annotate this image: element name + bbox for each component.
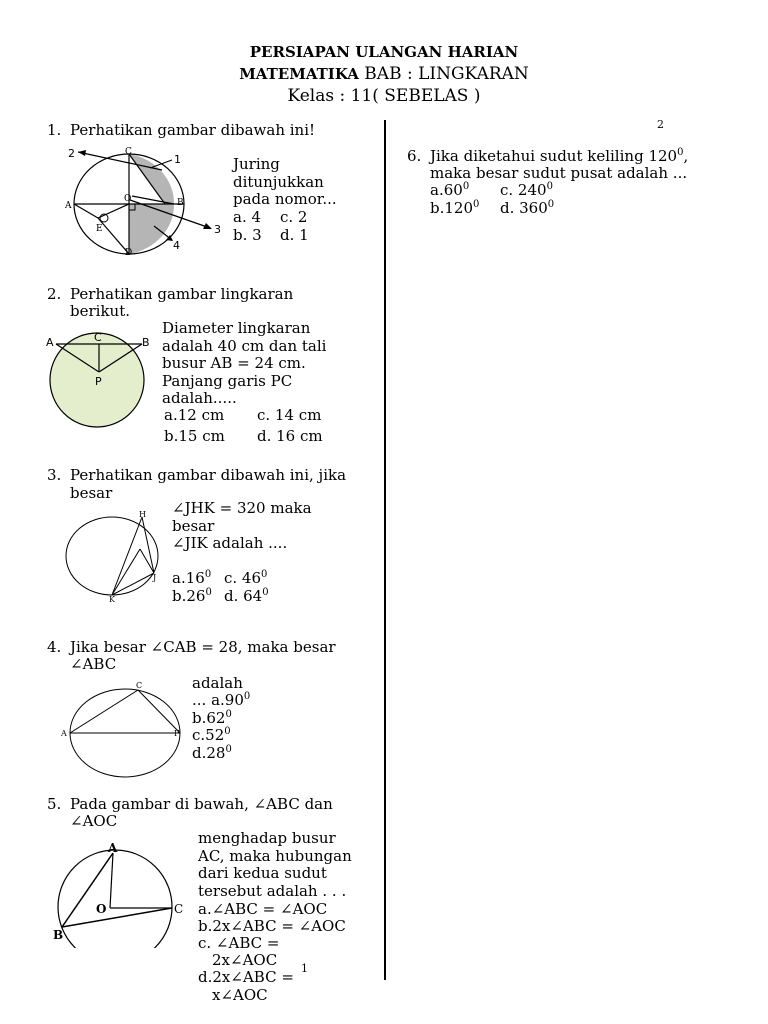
doc-subject: [0, 64, 768, 84]
q1-label-4: 4: [173, 239, 180, 252]
q3-number: 3.: [47, 466, 62, 484]
q6-option-c: [500, 181, 553, 199]
q4-question-line2: ∠ABC: [70, 655, 117, 673]
q1-figure: [60, 140, 230, 265]
q1-question: Perhatikan gambar dibawah ini!: [70, 121, 316, 139]
q4-label-f: F: [174, 729, 180, 738]
q6-number: 6.: [407, 147, 422, 165]
q4-option-d-sup: 0: [225, 744, 232, 755]
q3-side-line: besar: [172, 516, 215, 535]
q2-question-line2: berikut.: [70, 302, 130, 320]
q4-question-line1: Jika besar ∠CAB = 28, maka besar: [70, 638, 336, 656]
q5-label-o: O: [96, 902, 107, 916]
q5-side-line: dari kedua sudut: [198, 864, 327, 882]
q5-option-b: b.2x∠ABC = ∠AOC: [198, 917, 346, 935]
q4-side-line1: adalah: [192, 674, 243, 692]
q1-side-line: ditunjukkan: [233, 172, 324, 191]
q5-option-d-cont: x∠AOC: [212, 986, 268, 1004]
q2-label-b: B: [142, 336, 150, 349]
q3-option-d-sup: 0: [262, 587, 269, 598]
page-number-1: 1: [301, 962, 308, 975]
q4-option-c-text: c.52: [192, 726, 225, 744]
q3-option-b-text: b.26: [172, 587, 206, 605]
q5-label-a: A: [108, 841, 118, 855]
q3-side-line: ∠JHK = 320 maka: [172, 499, 312, 517]
q5-option-c: c. ∠ABC =: [198, 934, 280, 952]
q5-option-c-cont: 2x∠AOC: [212, 951, 278, 969]
q6-option-b: [430, 199, 479, 217]
q6-question-text: Jika diketahui sudut keliling 120: [430, 147, 678, 165]
q4-option-d-text: d.28: [192, 744, 226, 762]
q6-option-c-sup: 0: [546, 181, 553, 192]
q3-option-d: [224, 587, 269, 605]
q1-option-a: a. 4: [233, 208, 262, 226]
q4-label-a: A: [61, 729, 67, 738]
q1-side-text: [233, 156, 337, 209]
q6-option-d: [500, 199, 554, 217]
q4-option-a: [192, 691, 250, 709]
q2-side-line: adalah.....: [162, 389, 237, 407]
q4-option-a-text: ... a.90: [192, 691, 244, 709]
q5-figure: [50, 838, 190, 948]
q6-option-c-text: c. 240: [500, 181, 547, 199]
q2-option-d: d. 16 cm: [257, 427, 323, 445]
q3-option-c: [224, 569, 267, 587]
q2-side-line: busur AB = 24 cm.: [162, 354, 306, 372]
q3-label-k: K: [109, 595, 115, 604]
q4-option-c-sup: 0: [224, 726, 231, 737]
q4-figure: [58, 678, 188, 783]
q3-figure: [62, 505, 172, 605]
q6-question-comma: ,: [683, 147, 689, 165]
q1-option-d: d. 1: [280, 226, 309, 244]
q1-label-a: A: [65, 201, 72, 211]
q2-side-line: adalah 40 cm dan tali: [162, 336, 327, 355]
q1-label-1: 1: [174, 153, 181, 166]
q6-question-line1: [430, 147, 688, 165]
q5-option-a: a.∠ABC = ∠AOC: [198, 900, 328, 918]
q5-side-line: menghadap busur: [198, 829, 336, 847]
q5-number: 5.: [47, 795, 62, 813]
q5-side-line: AC, maka hubungan: [198, 846, 352, 865]
q5-label-b: B: [53, 928, 64, 942]
q6-option-b-sup: 0: [473, 199, 480, 210]
q3-option-a-text: a.16: [172, 569, 205, 587]
q1-label-o: O: [124, 194, 132, 204]
q2-option-a: a.12 cm: [164, 406, 225, 424]
q1-option-b: b. 3: [233, 226, 262, 244]
q4-option-a-sup: 0: [243, 691, 251, 702]
q1-label-2: 2: [68, 147, 75, 160]
q3-option-c-sup: 0: [261, 569, 268, 580]
q6-option-d-sup: 0: [547, 199, 555, 210]
q4-label-c: C: [136, 681, 143, 690]
q2-side-line: Diameter lingkaran: [162, 319, 311, 337]
q3-option-b-sup: 0: [205, 587, 212, 598]
q2-figure: [42, 328, 157, 428]
q2-side-line: Panjang garis PC: [162, 371, 293, 390]
subject-rest: BAB : LINGKARAN: [358, 64, 529, 84]
q5-side-text: [198, 830, 352, 900]
q1-label-3: 3: [214, 223, 221, 236]
q3-side-text: [172, 500, 312, 553]
q2-option-c: c. 14 cm: [257, 406, 322, 424]
q2-question-line1: Perhatikan gambar lingkaran: [70, 285, 294, 303]
q4-number: 4.: [47, 638, 62, 656]
q1-label-b: B: [177, 198, 184, 208]
q4-option-b: [192, 709, 232, 727]
q3-question-line2: besar: [70, 484, 113, 502]
q5-question-line2: ∠AOC: [70, 812, 118, 830]
q5-option-d: d.2x∠ABC =: [198, 968, 294, 986]
q3-option-a: [172, 569, 211, 587]
q1-number: 1.: [47, 121, 62, 139]
q4-option-c: [192, 726, 231, 744]
q1-side-line: Juring: [233, 155, 280, 173]
q2-label-c: C: [94, 331, 102, 344]
q6-option-d-text: d. 360: [500, 199, 548, 217]
q6-question-line2: maka besar sudut pusat adalah ...: [430, 164, 688, 182]
q3-question-line1: Perhatikan gambar dibawah ini, jika: [70, 466, 347, 484]
q1-label-c: C: [125, 147, 132, 157]
q2-option-b: b.15 cm: [164, 427, 225, 445]
q4-option-b-text: b.62: [192, 709, 226, 727]
q2-label-a: A: [46, 336, 54, 349]
q3-option-d-text: d. 64: [224, 587, 263, 605]
q2-side-text: [162, 320, 326, 408]
q6-option-a-sup: 0: [462, 181, 470, 192]
q1-side-line: pada nomor...: [233, 190, 337, 208]
q6-option-a: [430, 181, 469, 199]
q1-label-e: E: [96, 224, 103, 234]
q5-side-line: tersebut adalah . . .: [198, 881, 347, 900]
q1-label-d: D: [125, 248, 133, 258]
q5-question-line1: Pada gambar di bawah, ∠ABC dan: [70, 795, 333, 813]
q4-option-d: [192, 744, 232, 762]
q5-label-c: C: [174, 902, 184, 916]
q4-option-b-sup: 0: [225, 709, 232, 720]
page-number-2: 2: [657, 118, 664, 131]
q6-option-b-text: b.120: [430, 199, 474, 217]
q6-option-a-text: a.60: [430, 181, 463, 199]
subject-bold: MATEMATIKA: [239, 65, 359, 83]
doc-class: Kelas : 11( SEBELAS ): [287, 86, 481, 106]
q3-option-b: [172, 587, 212, 605]
q1-option-c: c. 2: [280, 208, 308, 226]
q2-label-p: P: [95, 375, 102, 388]
q3-label-j: J: [153, 573, 157, 582]
doc-title: PERSIAPAN ULANGAN HARIAN: [249, 43, 519, 61]
q3-option-a-sup: 0: [204, 569, 212, 580]
q3-option-c-text: c. 46: [224, 569, 262, 587]
column-divider: [384, 120, 386, 980]
q3-label-h: H: [139, 510, 146, 519]
q3-side-line: ∠JIK adalah ....: [172, 534, 288, 552]
q2-number: 2.: [47, 285, 62, 303]
q6-question-sup: 0: [677, 147, 684, 158]
